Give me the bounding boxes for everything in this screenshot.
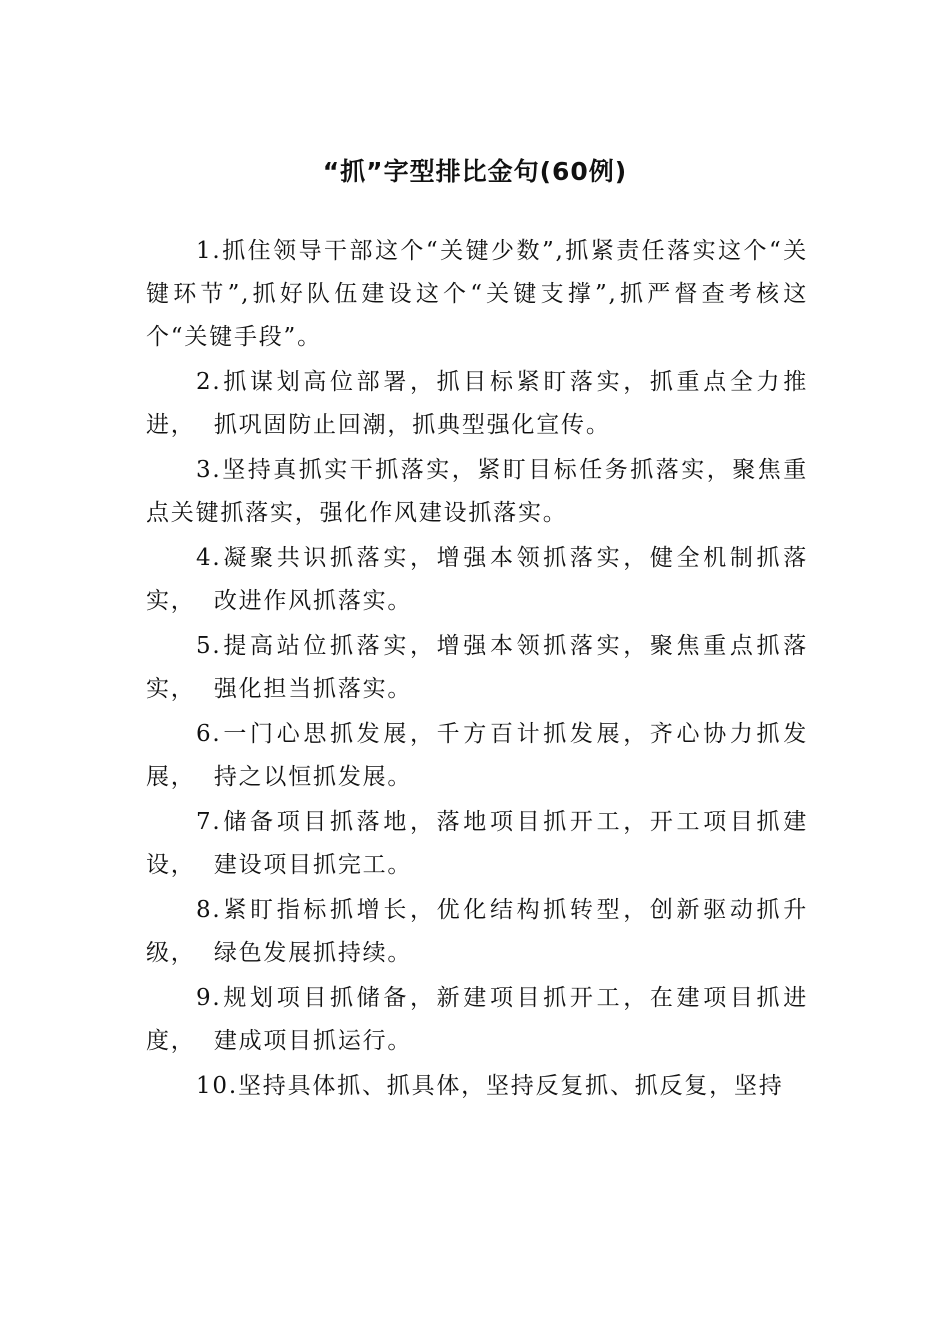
paragraph-7: 7.储备项目抓落地，落地项目抓开工，开工项目抓建设， 建设项目抓完工。 xyxy=(146,809,808,878)
paragraph-2: 2.抓谋划高位部署，抓目标紧盯落实，抓重点全力推进， 抓巩固防止回潮，抓典型强化宣传。 xyxy=(146,369,808,438)
paragraph-4: 4.凝聚共识抓落实，增强本领抓落实，健全机制抓落实， 改进作风抓落实。 xyxy=(146,545,808,614)
paragraph-1: 1.抓住领导干部这个“关键少数”,抓紧责任落实这个“关键环节”,抓好队伍建设这个“关键支撑”,抓严督查考核这个“关键手段”。 xyxy=(146,238,808,350)
document-body xyxy=(146,230,808,1110)
paragraph-9: 9.规划项目抓储备，新建项目抓开工，在建项目抓进度， 建成项目抓运行。 xyxy=(146,985,808,1054)
paragraph-8: 8.紧盯指标抓增长，优化结构抓转型，创新驱动抓升级， 绿色发展抓持续。 xyxy=(146,897,808,966)
paragraph-3: 3.坚持真抓实干抓落实，紧盯目标任务抓落实，聚焦重点关键抓落实，强化作风建设抓落实。 xyxy=(146,457,808,526)
paragraph-6: 6.一门心思抓发展，千方百计抓发展，齐心协力抓发展， 持之以恒抓发展。 xyxy=(146,721,808,790)
paragraph-5: 5.提高站位抓落实，增强本领抓落实，聚焦重点抓落实， 强化担当抓落实。 xyxy=(146,633,808,702)
document-title: “抓”字型排比金句(60例) xyxy=(322,157,628,186)
paragraph-10: 10.坚持具体抓、抓具体，坚持反复抓、抓反复，坚持 xyxy=(196,1073,784,1099)
